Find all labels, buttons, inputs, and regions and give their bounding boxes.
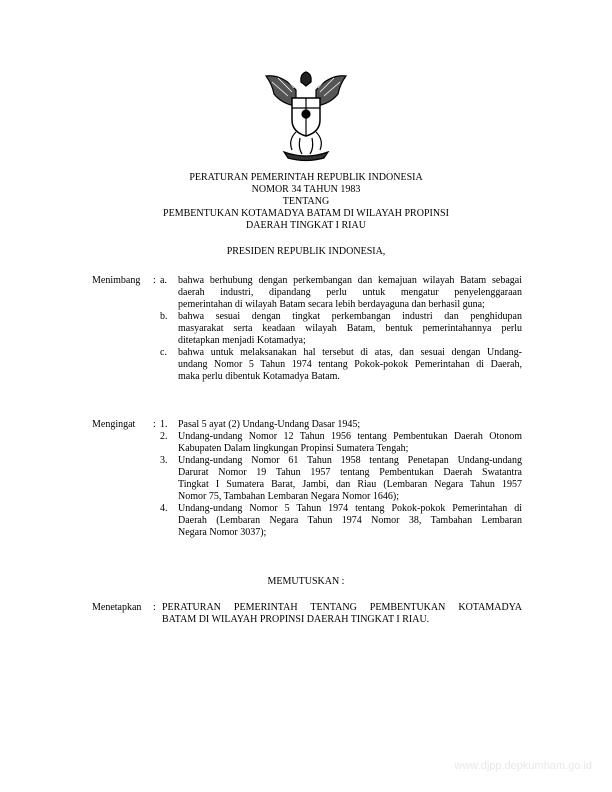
title-line: PEMBENTUKAN KOTAMADYA BATAM DI WILAYAH PROPINSI: [163, 208, 449, 219]
memutuskan-heading: MEMUTUSKAN :: [267, 576, 345, 587]
text-line: maka perlu dibentuk Kotamadya Batam.: [178, 371, 340, 382]
title-line: DAERAH TINGKAT I RIAU: [246, 220, 366, 231]
menetapkan-label: Menetapkan: [92, 602, 142, 613]
item-marker: 3.: [160, 455, 168, 466]
colon: :: [153, 602, 156, 613]
item-marker: 2.: [160, 431, 168, 442]
mengingat-label: Mengingat: [92, 419, 136, 430]
text-line: bahwa untuk melaksanakan hal tersebut di atas, dan sesuai dengan Undang-: [178, 347, 522, 358]
menimbang-item-b: [178, 311, 522, 347]
item-marker: 1.: [160, 419, 168, 430]
menetapkan-text: [162, 602, 522, 626]
text-line: Kabupaten Dalam lingkungan Propinsi Sumatera Tengah;: [178, 443, 409, 454]
mengingat-item-2: [178, 431, 522, 455]
mengingat-item-4: [178, 503, 522, 539]
menimbang-item-a: [178, 275, 522, 311]
president-heading: PRESIDEN REPUBLIK INDONESIA,: [226, 246, 386, 257]
garuda-emblem-icon: [262, 68, 350, 162]
mengingat-item-1: [178, 419, 522, 431]
watermark: www.djpp.depkumham.go.id: [454, 760, 592, 772]
item-marker: a.: [160, 275, 167, 286]
title-line: PERATURAN PEMERINTAH REPUBLIK INDONESIA: [189, 172, 423, 183]
text-line: daerah industri, dipandang perlu untuk mengatur penyelenggaraan: [178, 287, 522, 298]
title-line: NOMOR 34 TAHUN 1983: [251, 184, 361, 195]
text-line: pemerintahan di wilayah Batam secara lebih berdayaguna dan berhasil guna;: [178, 299, 485, 310]
mengingat-item-3: [178, 455, 522, 503]
item-marker: c.: [160, 347, 167, 358]
item-marker: 4.: [160, 503, 168, 514]
text-line: bahwa berhubung dengan perkembangan dan kemajuan wilayah Batam sebagai: [178, 275, 522, 286]
text-line: Nomor 75, Tambahan Lembaran Negara Nomor 1646);: [178, 491, 399, 502]
colon: :: [153, 419, 156, 430]
colon: :: [153, 275, 156, 286]
text-line: Pasal 5 ayat (2) Undang-Undang Dasar 1945;: [178, 419, 361, 430]
text-line: masyarakat serta keadaan wilayah Batam, bentuk pemerintahannya perlu: [178, 323, 522, 334]
text-line: Undang-undang Nomor 61 Tahun 1958 tentang Penetapan Undang-undang: [178, 455, 522, 466]
text-line: Tingkat I Sumatera Barat, Jambi, dan Riau (Lembaran Negara Tahun 1957: [178, 479, 522, 490]
text-line: BATAM DI WILAYAH PROPINSI DAERAH TINGKAT I RIAU.: [162, 614, 430, 625]
text-line: Negara Nomor 3037);: [178, 527, 267, 538]
menimbang-label: Menimbang: [92, 275, 141, 286]
text-line: bahwa sesuai dengan tingkat perkembangan industri dan penghidupan: [178, 311, 522, 322]
regulation-title: [0, 172, 612, 232]
text-line: ditetapkan menjadi Kotamadya;: [178, 335, 306, 346]
menimbang-item-c: [178, 347, 522, 383]
text-line: PERATURAN PEMERINTAH TENTANG PEMBENTUKAN KOTAMADYA: [162, 602, 522, 613]
item-marker: b.: [160, 311, 168, 322]
title-line: TENTANG: [282, 196, 330, 207]
text-line: Darurat Nomor 19 Tahun 1957 tentang Pembentukan Daerah Swatantra: [178, 467, 522, 478]
text-line: Undang-undang Nomor 5 Tahun 1974 tentang Pokok-pokok Pemerintahan di: [178, 503, 522, 514]
text-line: Daerah (Lembaran Negara Tahun 1974 Nomor 38, Tambahan Lembaran: [178, 515, 522, 526]
text-line: Undang-undang Nomor 12 Tahun 1956 tentang Pembentukan Daerah Otonom: [178, 431, 522, 442]
text-line: undang Nomor 5 Tahun 1974 tentang Pokok-pokok Pemerintahan di Daerah,: [178, 359, 522, 370]
